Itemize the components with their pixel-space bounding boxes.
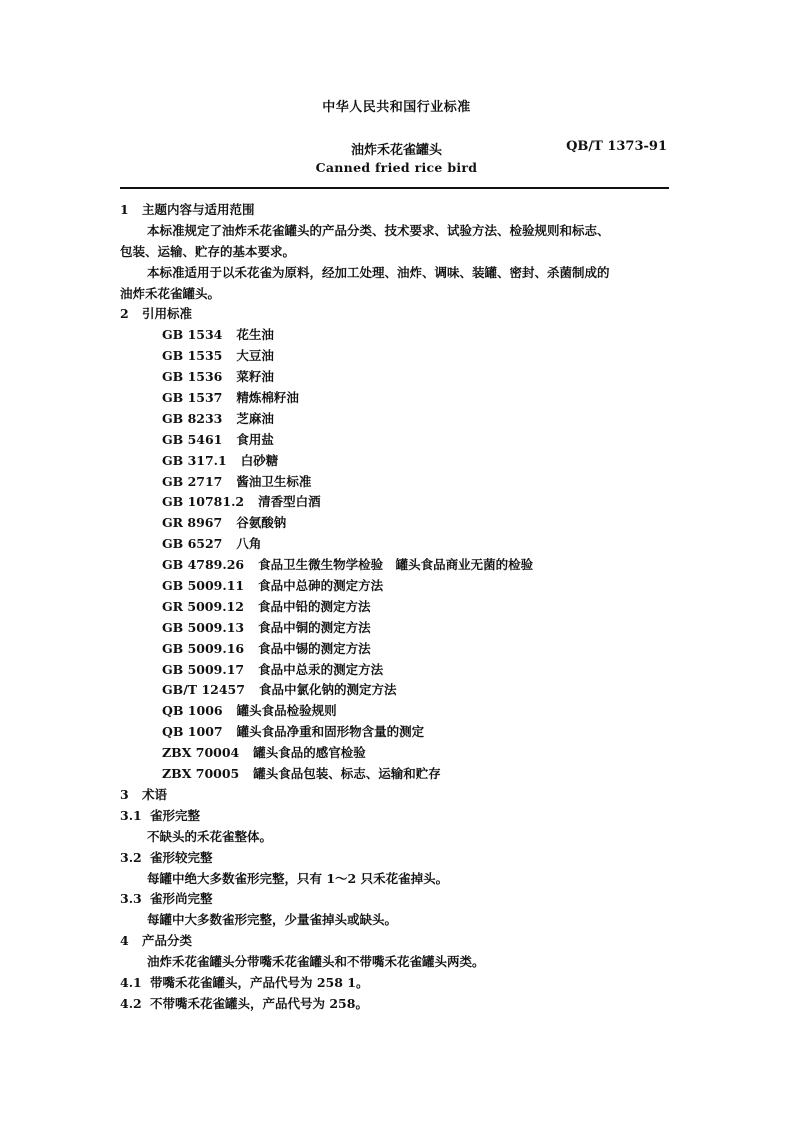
organization-header: 中华人民共和国行业标准 (322, 100, 471, 115)
reference-title: 罐头食品检验规则 (236, 703, 337, 719)
reference-code: GB 317.1 (162, 452, 227, 468)
reference-item (120, 409, 669, 430)
reference-title: 菜籽油 (236, 369, 274, 385)
subsection-heading (120, 889, 669, 910)
section-heading (120, 304, 669, 325)
document-title-cn: 油炸禾花雀罐头 (350, 143, 442, 158)
reference-code: ZBX 70005 (162, 766, 240, 782)
reference-code: GR 5009.12 (162, 598, 244, 614)
subsection-number: 4.2 (120, 995, 142, 1011)
reference-code: GB 2717 (162, 473, 223, 489)
reference-title: 清香型白酒 (258, 494, 321, 510)
reference-item (120, 701, 669, 722)
reference-title: 食用盐 (236, 431, 274, 447)
paragraph-line: 本标准适用于以禾花雀为原料，经加工处理、油炸、调味、装罐、密封、杀菌制成的 (147, 264, 610, 280)
reference-title: 酱油卫生标准 (236, 473, 312, 489)
reference-code: GB 1536 (162, 369, 223, 385)
reference-item (120, 576, 669, 597)
subsection-title: 雀形完整 (150, 807, 201, 823)
reference-item (120, 492, 669, 513)
subsection-number: 3.3 (120, 891, 142, 907)
section-heading (120, 200, 669, 221)
reference-item (120, 367, 669, 388)
reference-code: GB 5009.16 (162, 640, 245, 656)
reference-item (120, 680, 669, 701)
reference-title: 食品中铅的测定方法 (257, 598, 371, 614)
reference-item (120, 430, 669, 451)
reference-code: GB 8233 (162, 410, 223, 426)
reference-title: 罐头食品包装、标志、运输和贮存 (253, 766, 441, 782)
subsection-number: 4.1 (120, 974, 142, 990)
reference-item (120, 555, 669, 576)
section-title: 主题内容与适用范围 (142, 202, 255, 217)
paragraph-line: 每罐中大多数雀形完整，少量雀掉头或缺头。 (147, 912, 398, 928)
reference-title: 食品中总汞的测定方法 (258, 661, 384, 677)
subsection-number: 3.1 (120, 807, 142, 823)
subsection-line (120, 973, 669, 994)
reference-code: GB 6527 (162, 536, 223, 552)
reference-item (120, 639, 669, 660)
reference-title: 大豆油 (236, 348, 274, 364)
section-number: 4 (120, 933, 129, 949)
section-title: 引用标准 (142, 306, 193, 322)
reference-item (120, 451, 669, 472)
reference-code: QB 1007 (162, 724, 223, 740)
paragraph-line: 不缺头的禾花雀整体。 (147, 828, 273, 844)
subsection-line (120, 994, 669, 1015)
standard-code: QB/T 1373-91 (566, 139, 667, 154)
section-title: 术语 (142, 786, 168, 802)
reference-item (120, 388, 669, 409)
header-rule (120, 187, 669, 189)
section-heading (120, 931, 669, 952)
paragraph-line: 每罐中绝大多数雀形完整，只有 1～2 只禾花雀掉头。 (147, 870, 449, 886)
reference-code: GB 10781.2 (162, 494, 245, 510)
reference-code: ZBX 70004 (162, 745, 240, 761)
reference-title: 花生油 (236, 327, 274, 343)
paragraph-line: 油炸禾花雀罐头分带嘴禾花雀罐头和不带嘴禾花雀罐头两类。 (147, 954, 485, 970)
reference-item (120, 764, 669, 785)
section-title: 产品分类 (142, 933, 193, 949)
reference-item (120, 534, 669, 555)
reference-title: 罐头食品的感官检验 (253, 745, 366, 761)
subsection-title: 雀形尚完整 (150, 891, 213, 907)
subsection-number: 3.2 (120, 849, 142, 865)
reference-code: GB 1535 (162, 348, 223, 364)
reference-item (120, 618, 669, 639)
document-title-en: Canned fried rice bird (315, 160, 478, 175)
reference-title: 白砂糖 (240, 452, 279, 468)
reference-title: 芝麻油 (236, 410, 274, 426)
reference-item (120, 597, 669, 618)
section-number: 3 (120, 786, 129, 802)
reference-code: GB 5009.17 (162, 661, 245, 677)
reference-title: 谷氨酸钠 (236, 515, 287, 531)
paragraph-line: 本标准规定了油炸禾花雀罐头的产品分类、技术要求、试验方法、检验规则和标志、 (147, 222, 610, 238)
reference-title: 食品中氯化钠的测定方法 (258, 682, 397, 698)
subsection-heading (120, 848, 669, 869)
reference-title: 罐头食品净重和固形物含量的测定 (236, 724, 425, 740)
reference-title: 食品卫生微生物学检验 罐头食品商业无菌的检验 (258, 557, 534, 573)
reference-item (120, 346, 669, 367)
reference-code: GB/T 12457 (162, 682, 245, 698)
reference-code: GB 5009.13 (162, 619, 245, 635)
subsection-text: 带嘴禾花雀罐头，产品代号为 258 1。 (150, 974, 369, 990)
section-heading (120, 785, 669, 806)
subsection-title: 雀形较完整 (150, 849, 213, 865)
subsection-text: 不带嘴禾花雀罐头，产品代号为 258。 (150, 995, 368, 1011)
document-body (120, 200, 669, 1015)
reference-code: GB 1537 (162, 390, 223, 406)
section-number: 1 (120, 202, 129, 217)
reference-code: QB 1006 (162, 703, 223, 719)
reference-item (120, 472, 669, 493)
paragraph-line: 包装、运输、贮存的基本要求。 (120, 243, 296, 259)
reference-item (120, 513, 669, 534)
reference-title: 食品中铜的测定方法 (258, 619, 371, 635)
reference-code: GR 8967 (162, 515, 223, 531)
reference-title: 八角 (236, 536, 262, 552)
paragraph-line: 油炸禾花雀罐头。 (120, 285, 221, 301)
reference-item (120, 325, 669, 346)
reference-item (120, 660, 669, 681)
reference-title: 食品中锡的测定方法 (258, 640, 371, 656)
reference-item (120, 722, 669, 743)
subsection-heading (120, 806, 669, 827)
reference-item (120, 743, 669, 764)
reference-code: GB 4789.26 (162, 557, 245, 573)
reference-code: GB 5461 (162, 431, 223, 447)
reference-title: 食品中总砷的测定方法 (258, 578, 384, 594)
reference-code: GB 1534 (162, 327, 223, 343)
reference-title: 精炼棉籽油 (236, 390, 299, 406)
section-number: 2 (120, 306, 129, 322)
reference-code: GB 5009.11 (162, 578, 245, 594)
